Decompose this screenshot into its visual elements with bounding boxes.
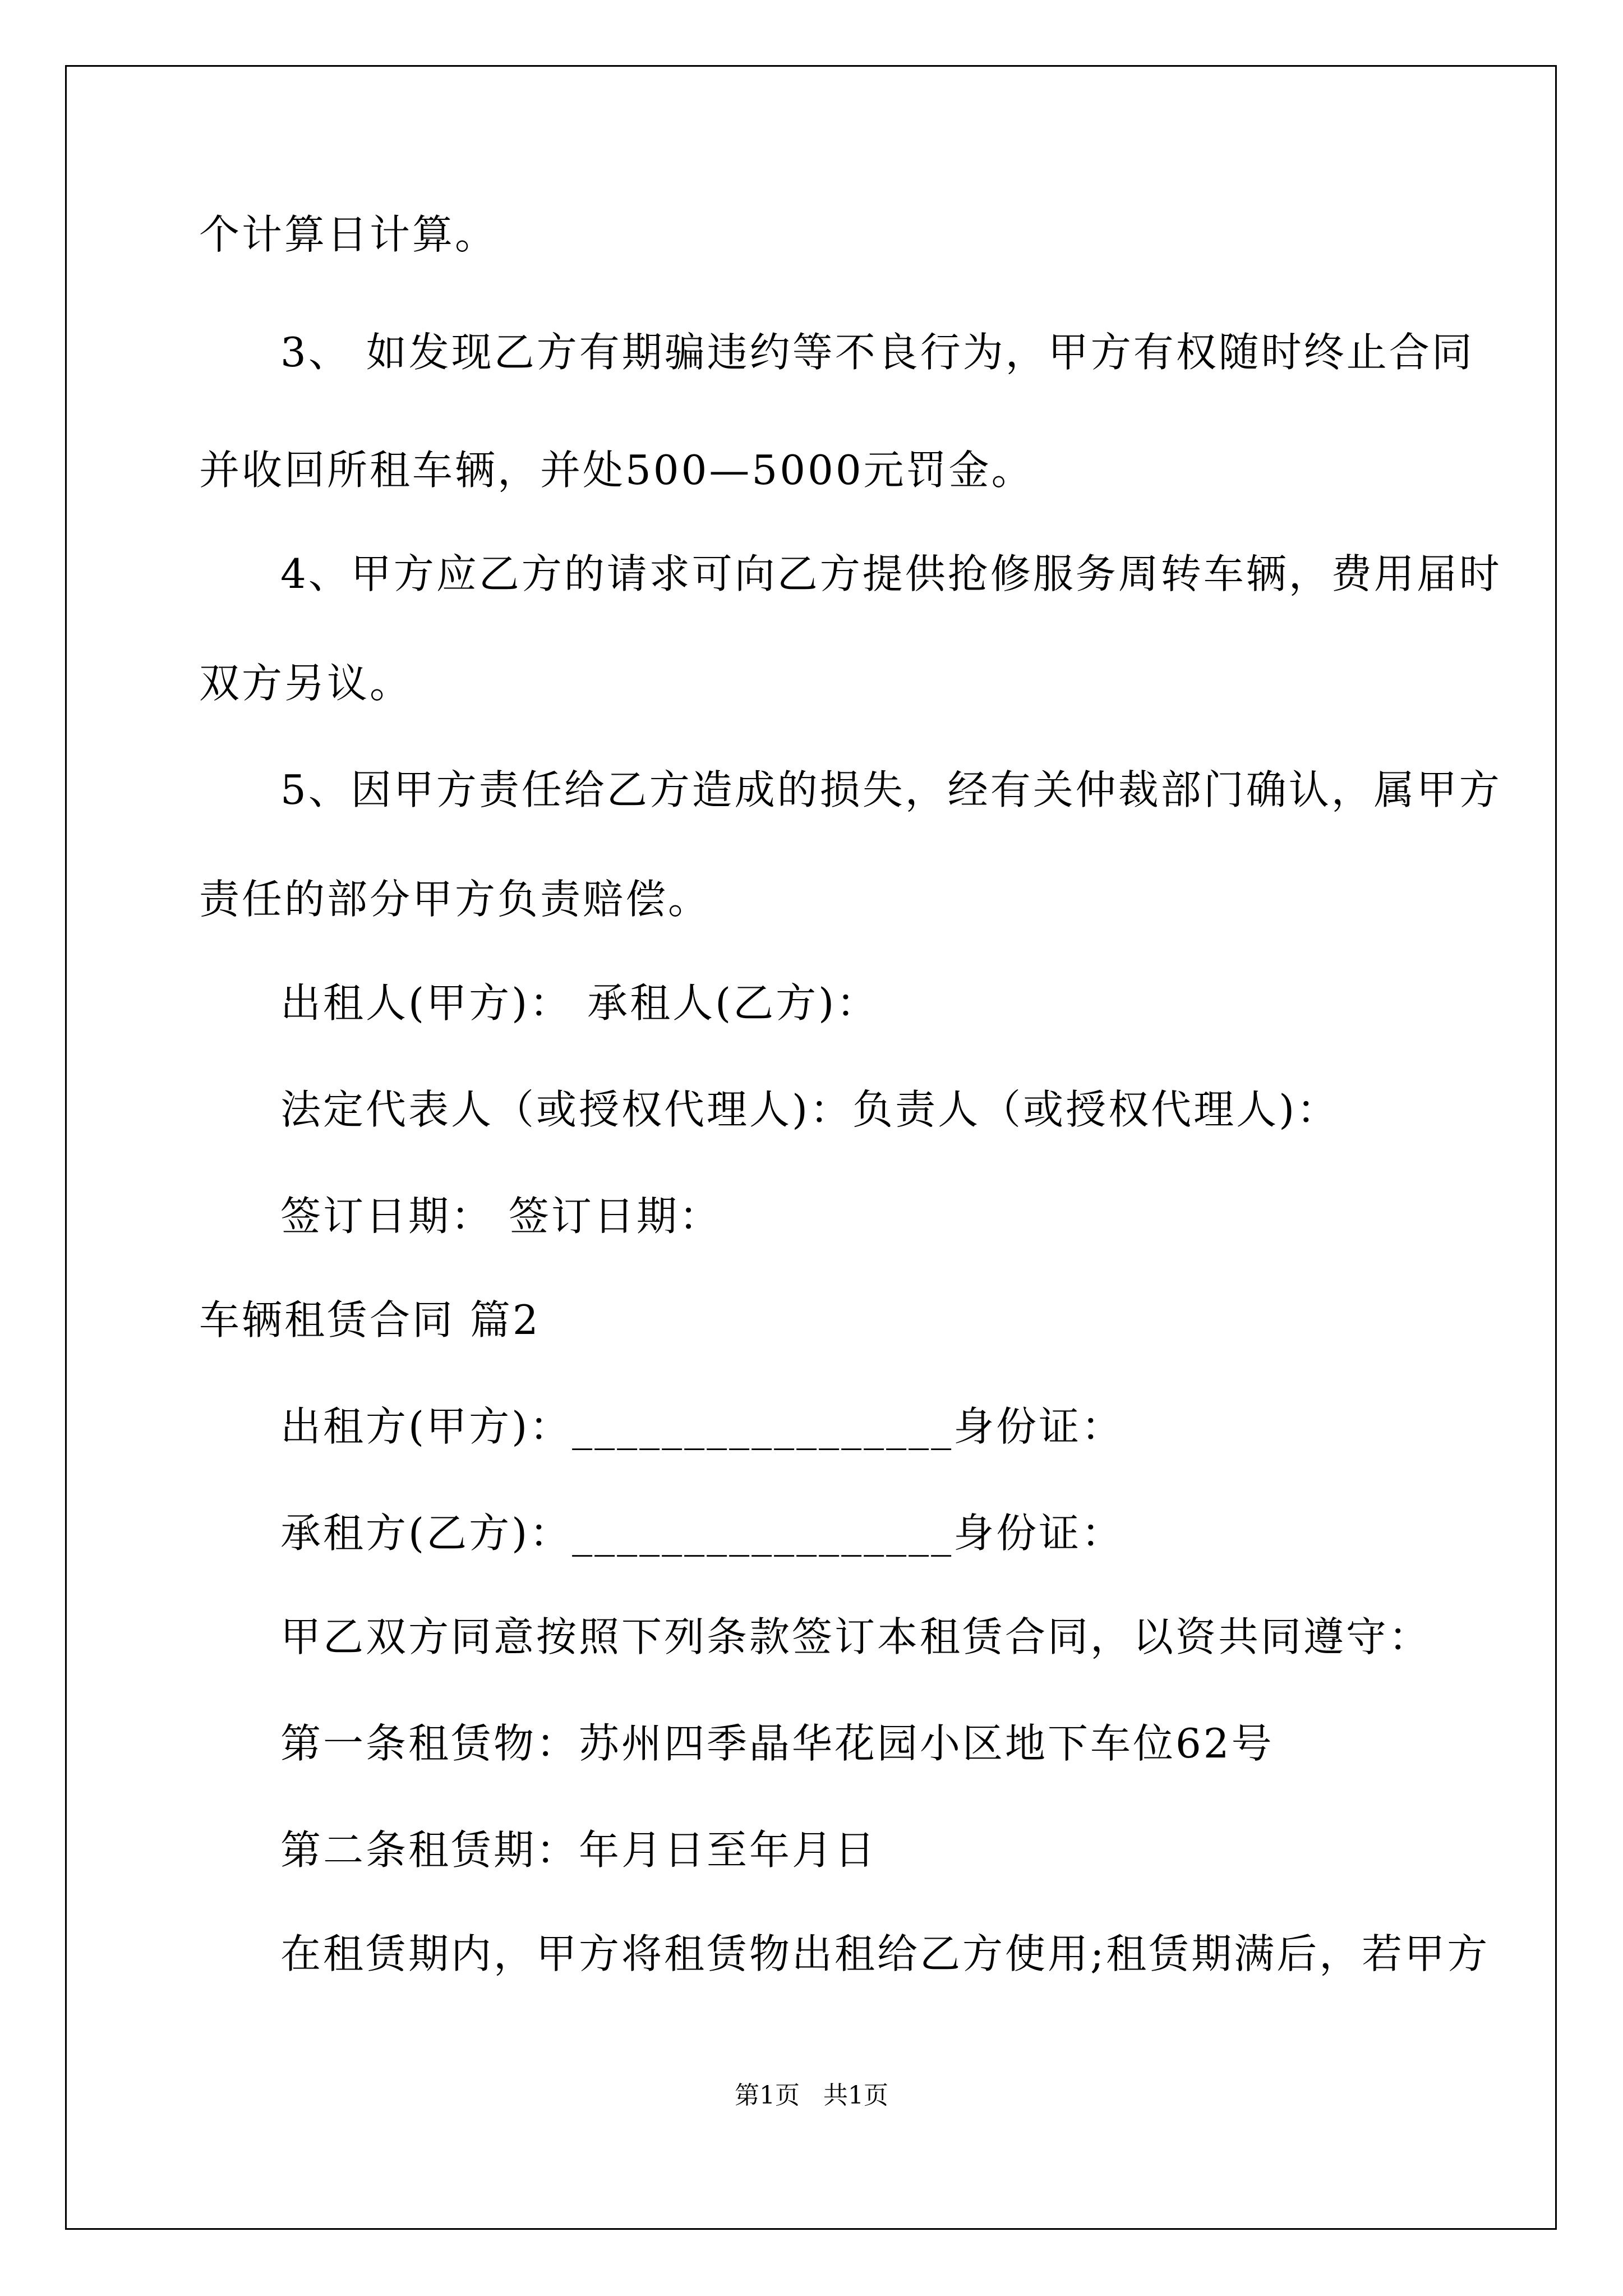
text-line: 第一条租赁物：苏州四季晶华花园小区地下车位62号 xyxy=(280,1720,1274,1767)
text-line: 签订日期： 签订日期： xyxy=(280,1193,722,1240)
text-line: 双方另议。 xyxy=(199,660,413,707)
page-number-footer: 第1页 共1页 xyxy=(735,2081,888,2110)
text-line: 责任的部分甲方负责赔偿。 xyxy=(199,876,711,923)
text-line: 出租方(甲方)：_________________身份证： xyxy=(280,1403,1124,1450)
text-line: 5、因甲方责任给乙方造成的损失，经有关仲裁部门确认，属甲方 xyxy=(280,766,1502,813)
text-line: 第二条租赁期：年月日至年月日 xyxy=(280,1826,878,1874)
text-line: 承租方(乙方)：_________________身份证： xyxy=(280,1510,1124,1557)
text-line: 在租赁期内，甲方将租赁物出租给乙方使用;租赁期满后，若甲方 xyxy=(280,1930,1490,1977)
page-border xyxy=(65,65,1557,2230)
text-line: 3、 如发现乙方有期骗违约等不良行为，甲方有权随时终止合同 xyxy=(280,329,1474,376)
text-line: 出租人(甲方)： 承租人(乙方)： xyxy=(280,979,879,1027)
text-line: 并收回所租车辆，并处500—5000元罚金。 xyxy=(199,447,1034,494)
text-line: 4、甲方应乙方的请求可向乙方提供抢修服务周转车辆，费用届时 xyxy=(280,550,1502,597)
text-line: 甲乙双方同意按照下列条款签订本租赁合同，以资共同遵守： xyxy=(280,1613,1432,1660)
text-line: 法定代表人（或授权代理人)：负责人（或授权代理人)： xyxy=(280,1086,1340,1133)
section-heading: 车辆租赁合同 篇2 xyxy=(199,1296,541,1343)
text-line: 个计算日计算。 xyxy=(199,211,498,258)
